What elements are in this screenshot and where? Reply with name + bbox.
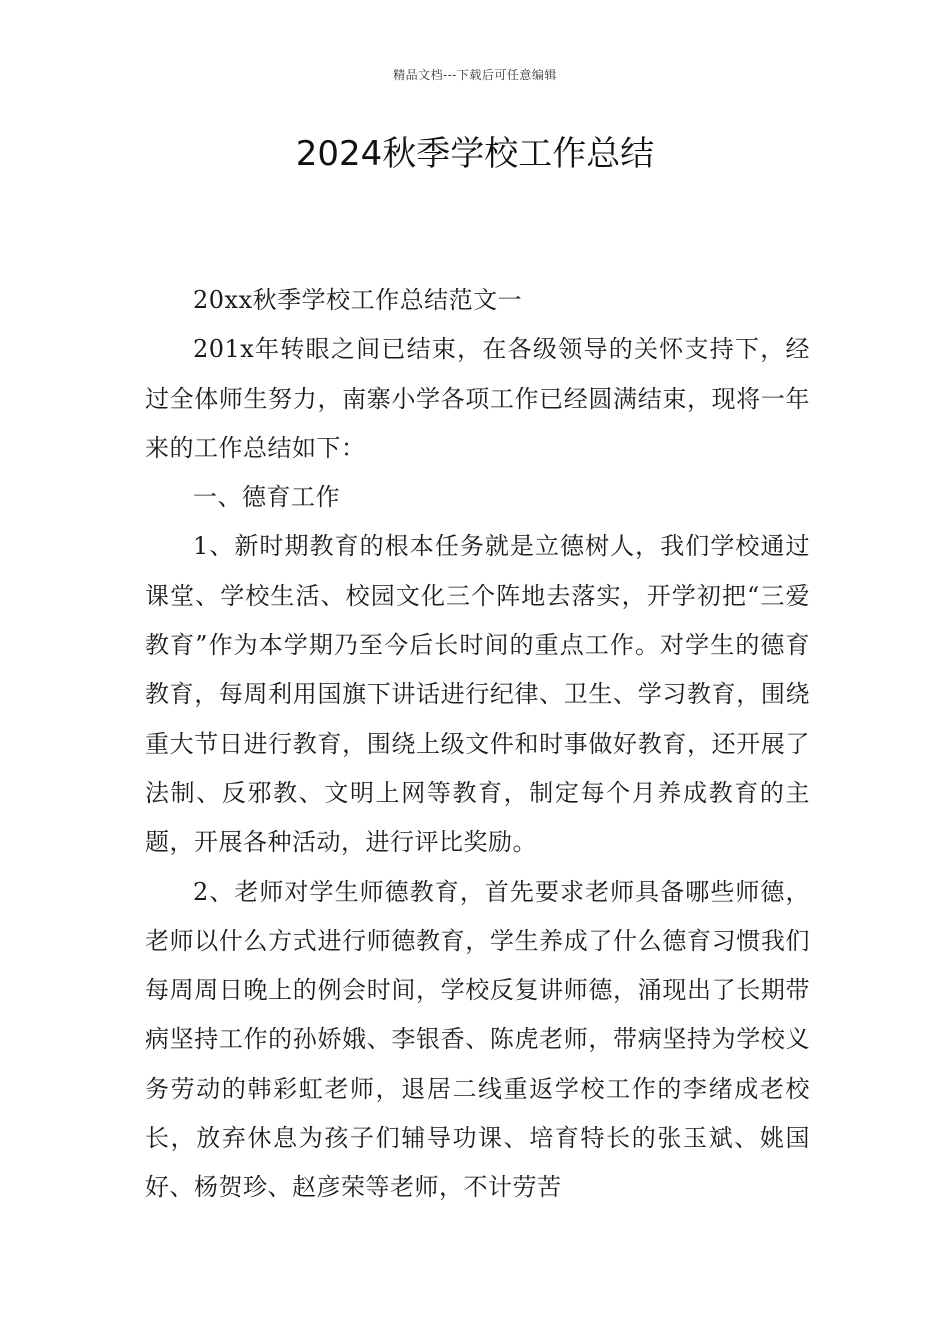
section-heading-moral-education: 一、德育工作 [193, 483, 340, 512]
paragraph-subtitle: 20xx秋季学校工作总结范文一 [193, 286, 523, 314]
document-body [145, 276, 810, 1213]
paragraph-item-2: 2、老师对学生师德教育，首先要求老师具备哪些师德，老师以什么方式进行师德教育，学生养成了什么德育习惯我们每周周日晚上的例会时间，学校反复讲师德，涌现出了长期带病坚持工作的孙娇娥、李银香、陈虎老师，带病坚持为学校义务劳动的韩彩虹老师，退居二线重返学校工作的李绪成老校长，放弃休息为孩子们辅导功课、培育特长的张玉斌、姚国好、杨贺珍、赵彦荣等老师，不计劳苦 [145, 877, 810, 1202]
paragraph-intro: 201x年转眼之间已结束，在各级领导的关怀支持下，经过全体师生努力，南寨小学各项工作已经圆满结束，现将一年来的工作总结如下： [145, 335, 810, 462]
paragraph-item-1: 1、新时期教育的根本任务就是立德树人，我们学校通过课堂、学校生活、校园文化三个阵地去落实，开学初把“三爱教育”作为本学期乃至今后长时间的重点工作。对学生的德育教育，每周利用国旗下讲话进行纪律、卫生、学习教育，围绕重大节日进行教育，围绕上级文件和时事做好教育，还开展了法制、反邪教、文明上网等教育，制定每个月养成教育的主题，开展各种活动，进行评比奖励。 [145, 532, 810, 857]
document-title: 2024秋季学校工作总结 [295, 134, 655, 174]
header-note: 精品文档---下载后可任意编辑 [393, 68, 557, 82]
